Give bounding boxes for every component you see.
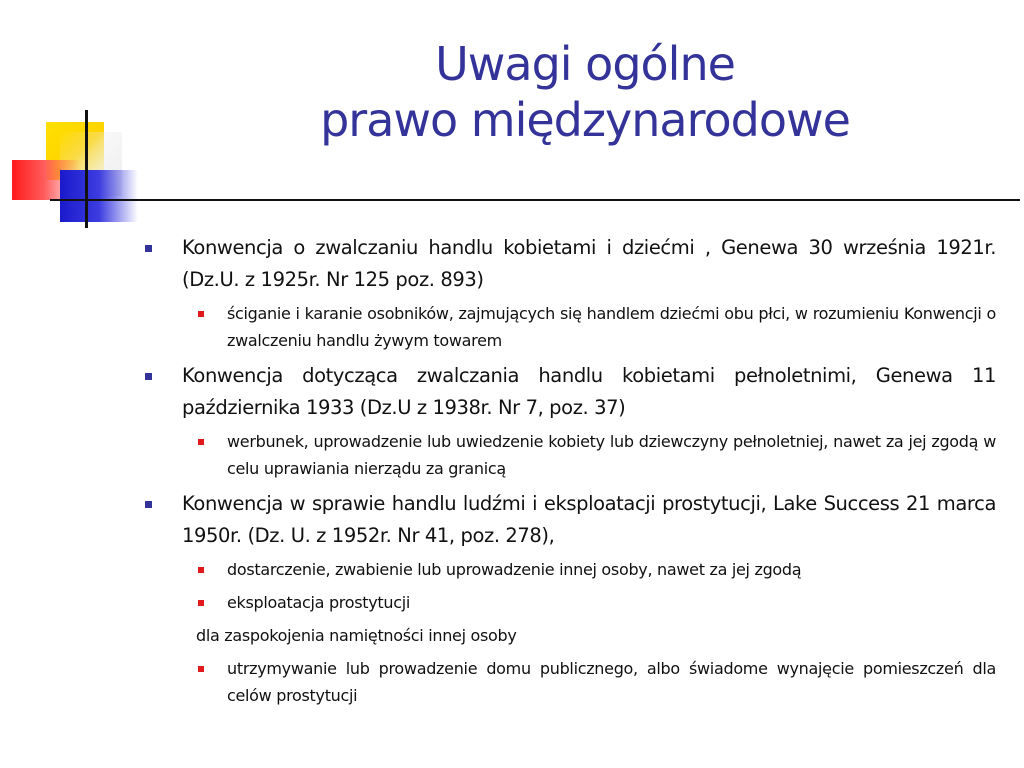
sub-bullet-item-3-1 <box>140 556 996 583</box>
logo-vertical-line <box>85 110 88 228</box>
square-bullet-icon <box>198 567 204 573</box>
bullet-item-3 <box>140 488 996 552</box>
slide-content <box>140 232 996 715</box>
bullet-item-1-text: Konwencja o zwalczaniu handlu kobietami i dziećmi , Genewa 30 września 1921r. (Dz.U. z 1925r. Nr 125 poz. 893) <box>182 236 996 291</box>
bullet-item-1 <box>140 232 996 296</box>
slide-title <box>150 36 1020 148</box>
square-bullet-icon <box>198 600 204 606</box>
sub-bullet-item-3-3-text: utrzymywanie lub prowadzenie domu publicznego, albo świadome wynajęcie pomieszczeń dla celów prostytucji <box>227 659 996 705</box>
slide-title-line-1: Uwagi ogólne <box>435 37 735 91</box>
bullet-item-2-text: Konwencja dotycząca zwalczania handlu kobietami pełnoletnimi, Genewa 11 października 1933 (Dz.U z 1938r. Nr 7, poz. 37) <box>182 364 996 419</box>
sub-bullet-item-3-3 <box>140 655 996 709</box>
bullet-item-2 <box>140 360 996 424</box>
square-bullet-icon <box>198 439 204 445</box>
bullet-item-3-text: Konwencja w sprawie handlu ludźmi i eksploatacji prostytucji, Lake Success 21 marca 1950r. (Dz. U. z 1952r. Nr 41, poz. 278), <box>182 492 996 547</box>
slide-title-line-2: prawo międzynarodowe <box>320 93 850 147</box>
sub-bullet-item-2-1-text: werbunek, uprowadzenie lub uwiedzenie kobiety lub dziewczyny pełnoletniej, nawet za jej zgodą w celu uprawiania nierządu za granicą <box>227 432 996 478</box>
logo-blue-square <box>60 170 138 222</box>
title-divider-line <box>50 199 1020 201</box>
sub-bullet-item-3-1-text: dostarczenie, zwabienie lub uprowadzenie innej osoby, nawet za jej zgodą <box>227 560 802 579</box>
square-bullet-icon <box>198 666 204 672</box>
sub-bullet-item-1-1 <box>140 300 996 354</box>
sub-bullet-item-3-2 <box>140 589 996 616</box>
square-bullet-icon <box>145 373 152 380</box>
sub-bullet-item-3-2-text: eksploatacja prostytucji <box>227 593 411 612</box>
square-bullet-icon <box>198 311 204 317</box>
square-bullet-icon <box>145 245 152 252</box>
sub-bullet-item-1-1-text: ściganie i karanie osobników, zajmujących się handlem dziećmi obu płci, w rozumieniu Konwencji o zwalczeniu handlu żywym towarem <box>227 304 996 350</box>
note-text: dla zaspokojenia namiętności innej osoby <box>196 626 517 645</box>
sub-bullet-item-2-1 <box>140 428 996 482</box>
square-bullet-icon <box>145 501 152 508</box>
